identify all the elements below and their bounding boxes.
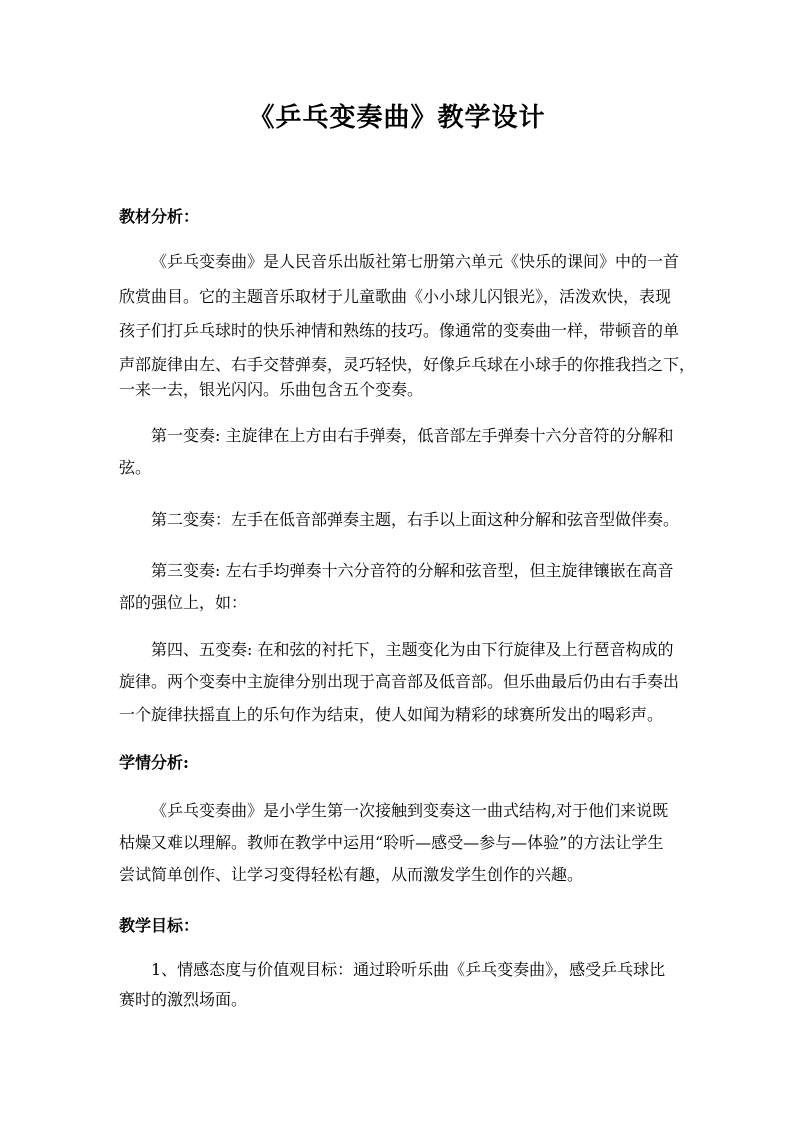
paragraph-line: 一个旋律扶摇直上的乐句作为结束，使人如闻为精彩的球赛所发出的喝彩声。 bbox=[119, 705, 664, 724]
paragraph-line: 孩子们打乒乓球时的快乐神情和熟练的技巧。像通常的变奏曲一样，带顿音的单 bbox=[119, 321, 680, 340]
document-title: 《乒乓变奏曲》教学设计 bbox=[248, 103, 546, 133]
paragraph-line: 弦。 bbox=[119, 458, 152, 477]
paragraph-line: 第二变奏：左手在低音部弹奏主题，右手以上面这种分解和弦音型做伴奏。 bbox=[151, 510, 680, 529]
paragraph-line: 声部旋律由左、右手交替弹奏，灵巧轻快，好像乒乓球在小球手的你推我挡之下， bbox=[119, 355, 696, 374]
paragraph-line: 第三变奏: 左右手均弹奏十六分音符的分解和弦音型，但主旋律镶嵌在高音 bbox=[151, 561, 674, 580]
paragraph-line: 第一变奏: 主旋律在上方由右手弹奏，低音部左手弹奏十六分音符的分解和 bbox=[151, 426, 674, 445]
section-heading-teaching-goals: 教学目标： bbox=[119, 916, 200, 935]
paragraph-line: 部的强位上，如： bbox=[119, 593, 248, 612]
paragraph-line: 欣赏曲目。它的主题音乐取材于儿童歌曲《小小球儿闪银光》，活泼欢快，表现 bbox=[119, 287, 672, 306]
paragraph-line: 赛时的激烈场面。 bbox=[119, 990, 248, 1009]
paragraph-line: 《乒乓变奏曲》是小学生第一次接触到变奏这一曲式结构,对于他们来说既 bbox=[151, 801, 669, 820]
paragraph-line: 第四、五变奏: 在和弦的衬托下，主题变化为由下行旋律及上行琶音构成的 bbox=[151, 640, 674, 659]
section-heading-student-analysis: 学情分析: bbox=[119, 753, 189, 772]
paragraph-line: 枯燥又难以理解。教师在教学中运用“聆听—感受—参与—体验”的方法让学生 bbox=[119, 833, 664, 852]
paragraph-line: 一来一去，银光闪闪。乐曲包含五个变奏。 bbox=[119, 380, 424, 399]
section-heading-material-analysis: 教材分析： bbox=[119, 207, 200, 226]
paragraph-line: 1、情感态度与价值观目标：通过聆听乐曲《乒乓变奏曲》，感受乒乓球比 bbox=[151, 960, 666, 979]
paragraph-line: 《乒乓变奏曲》是人民音乐出版社第七册第六单元《快乐的课间》中的一首 bbox=[151, 252, 680, 271]
paragraph-line: 旋律。两个变奏中主旋律分别出现于高音部及低音部。但乐曲最后仍由右手奏出 bbox=[119, 672, 680, 691]
paragraph-line: 尝试简单创作、让学习变得轻松有趣，从而激发学生创作的兴趣。 bbox=[119, 865, 584, 884]
